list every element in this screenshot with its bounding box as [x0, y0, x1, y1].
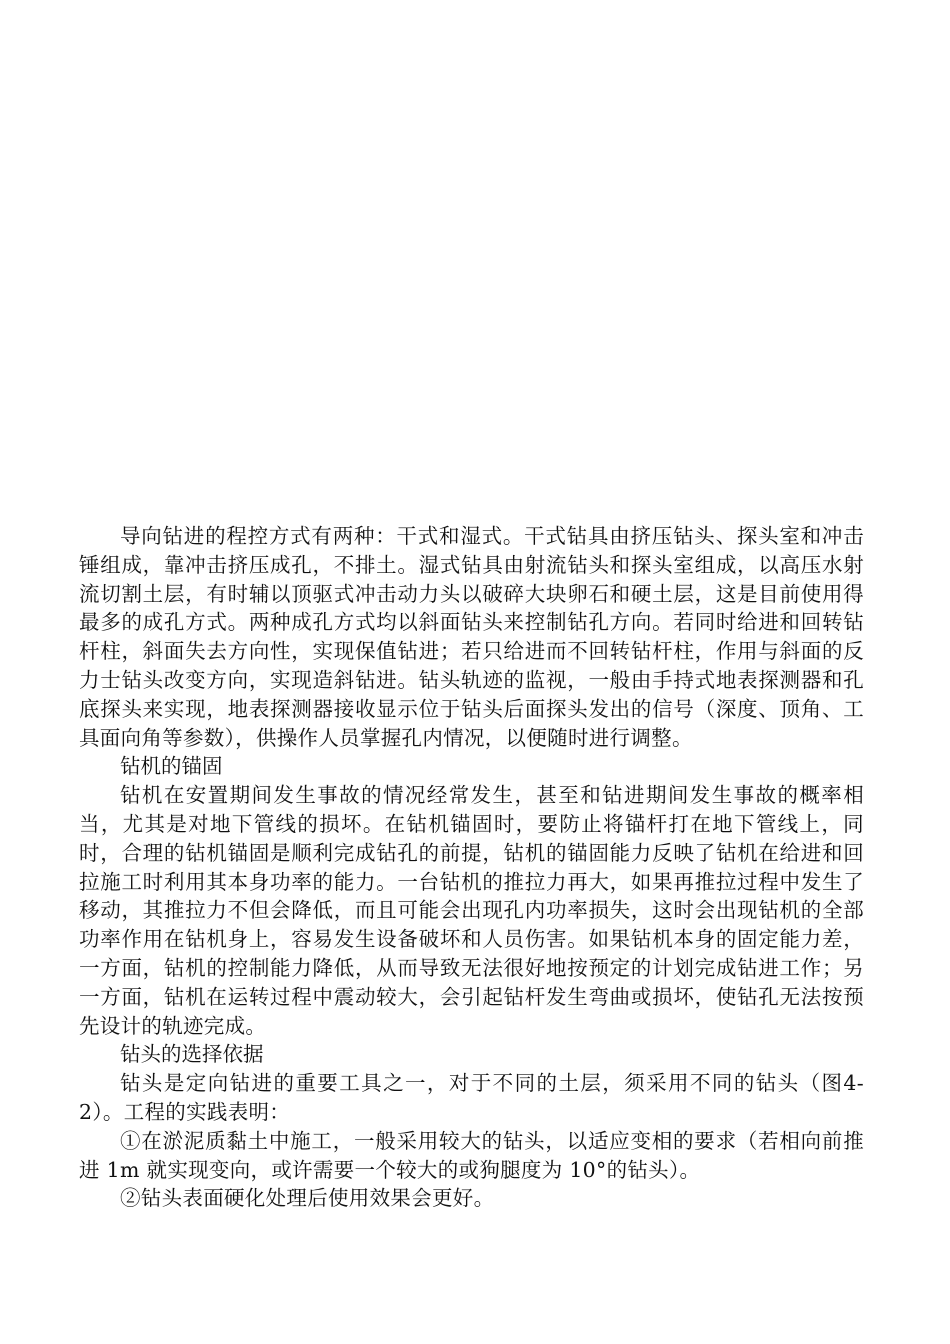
heading-drill-anchoring: 钻机的锚固 [120, 754, 223, 779]
paragraph-drill-bit-point-1: ①在淤泥质黏土中施工，一般采用较大的钻头，以适应变相的要求（若相向前推进 1m 就实现变向，或许需要一个较大的或狗腿度为 10°的钻头）。 [79, 1128, 864, 1182]
paragraph-drill-anchoring: 钻机在安置期间发生事故的情况经常发生，甚至和钻进期间发生事故的概率相当，尤其是对地下管线的损坏。在钻机锚固时，要防止将锚杆打在地下管线上，同时，合理的钻机锚固是顺利完成钻孔的前提，钻机的锚固能力反映了钻机在给进和回拉施工时利用其本身功率的能力。一台钻机的推拉力再大，如果再推拉过程中发生了移动，其推拉力不但会降低，而且可能会出现孔内功率损失，这时会出现钻机的全部功率作用在钻机身上，容易发生设备破坏和人员伤害。如果钻机本身的固定能力差，一方面，钻机的控制能力降低，从而导致无法很好地按预定的计划完成钻进工作；另一方面，钻机在运转过程中震动较大，会引起钻杆发生弯曲或损坏，使钻孔无法按预先设计的轨迹完成。 [79, 783, 864, 1038]
paragraph-drill-bit-point-2: ②钻头表面硬化处理后使用效果会更好。 [120, 1186, 495, 1211]
paragraph-guided-drilling-control: 导向钻进的程控方式有两种：干式和湿式。干式钻具由挤压钻头、探头室和冲击锤组成，靠冲击挤压成孔，不排土。湿式钻具由射流钻头和探头室组成，以高压水射流切割土层，有时辅以顶驱式冲击动力头以破碎大块卵石和硬土层，这是目前使用得最多的成孔方式。两种成孔方式均以斜面钻头来控制钻孔方向。若同时给进和回转钻杆柱，斜面失去方向性，实现保值钻进；若只给进而不回转钻杆柱，作用与斜面的反力士钻头改变方向，实现造斜钻进。钻头轨迹的监视，一般由手持式地表探测器和孔底探头来实现，地表探测器接收显示位于钻头后面探头发出的信号（深度、顶角、工具面向角等参数），供操作人员掌握孔内情况，以便随时进行调整。 [79, 524, 864, 750]
document-body [79, 522, 864, 1213]
paragraph-drill-bit-intro: 钻头是定向钻进的重要工具之一，对于不同的土层，须采用不同的钻头（图4-2）。工程的实践表明： [79, 1071, 864, 1124]
heading-drill-bit-selection: 钻头的选择依据 [120, 1042, 264, 1067]
